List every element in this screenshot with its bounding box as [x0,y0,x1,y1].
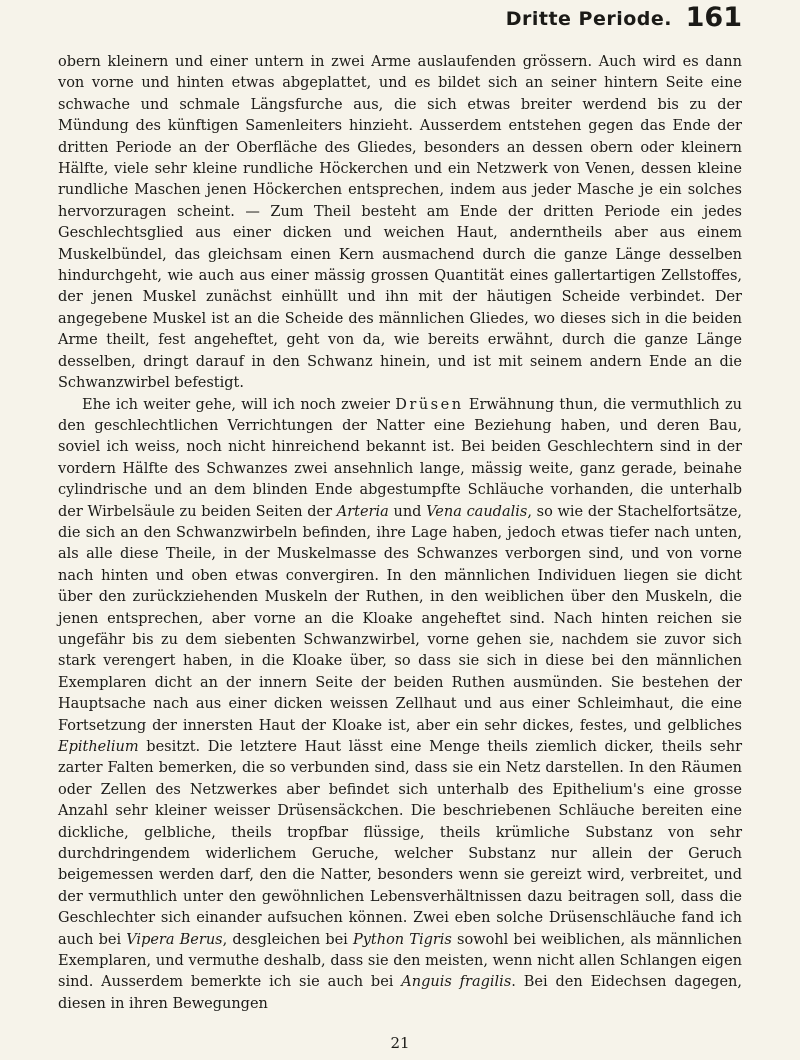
text-run: , so wie der Stachelfortsätze, die sich an den Schwanzwirbeln befinden, ihre Lage haben, jedoch etwas tiefer nach unten, als alle diese Theile, in der Muskelmasse des Schwanzes verborgen sind, und von vorne nach hinten und oben etwas convergiren. In den männlichen Individuen liegen sie dicht über den zurückziehenden Muskeln der Ruthen, in den weiblichen über den Muskeln, die jenen entsprechen, aber vorne an die Kloake angeheftet sind. Nach hinten reichen sie ungefähr bis zu dem siebenten Schwanzwirbel, vorne gehen sie, nachdem sie zuvor sich stark verengert haben, in die Kloake über, so dass sie sich in diese bei den männlichen Exemplaren dicht an der innern Seite der beiden Ruthen ausmünden. Sie bestehen der Hauptsache nach aus einer dicken weissen Zellhaut und aus einer Schleimhaut, die eine Fortsetzung der innersten Haut der Kloake ist, aber ein sehr dickes, festes, und gelbliches [58,503,743,734]
text-run: Erwähnung thun, die vermuthlich zu den geschlechtlichen Verrichtungen der Natter eine Beziehung haben, und deren Bau, soviel ich weiss, noch nicht hinreichend bekannt ist. Bei beiden Geschlechtern sind in der vordern Hälfte des Schwanzes zwei ansehnlich lange, mässig weite, ganz gerade, beinahe cylindrische und an dem blinden Ende abgestumpfte Schläuche vorhanden, die unterhalb der Wirbelsäule zu beiden Seiten der [58,396,742,520]
page-number: 161 [685,2,742,33]
emphasized-term: Drüsen [395,396,464,413]
body-text [58,52,742,1015]
paragraph-1 [58,52,742,395]
latin-term: Epithelium [58,739,139,755]
signature-mark: 21 [390,1034,410,1052]
paragraph-2 [58,395,742,1016]
text-run: Ehe ich weiter gehe, will ich noch zweier [82,396,396,413]
running-head: Dritte Periode. [505,8,672,30]
text-run: . Bei den Eidechsen dagegen, diesen in ihren Bewegungen [58,974,742,1012]
latin-term: Vena caudalis [426,503,528,520]
text-run: obern kleinern und einer untern in zwei Arme auslaufenden grössern. Auch wird es dann von vorne und hinten etwas abgeplattet, und es bildet sich an seiner hintern Seite eine schwache und schmale Längsfurche aus, die sich etwas breiter werdend bis zu der Mündung des künftigen Samenleiters hinzieht. Ausserdem entstehen gegen das Ende der dritten Periode an der Oberfläche des Gliedes, besonders an dessen obern oder kleinern Hälfte, viele sehr kleine rundliche Höckerchen und ein Netzwerk von Venen, dessen kleine rundliche Maschen jenen Höckerchen entsprechen, indem aus jeder Masche je ein solches hervorzuragen scheint. — Zum Theil besteht am Ende der dritten Periode ein jedes Geschlechtsglied aus einer dicken und weichen Haut, anderntheils aber aus einem Muskelbündel, das gleichsam einen Kern ausmachend durch die ganze Länge desselben hindurchgeht, wie auch aus einer mässig grossen Quantität eines gallertartigen Zellstoffes, der jenen Muskel zunächst einhüllt und ihn mit der häutigen Scheide verbindet. Der angegebene Muskel ist an die Scheide des männlichen Gliedes, wo dieses sich in die beiden Arme theilt, fest angeheftet, geht von da, wie bereits erwähnt, durch die ganze Länge desselben, dringt darauf in den Schwanz hinein, und ist mit seinem andern Ende an die Schwanzwirbel befestigt. [58,54,742,392]
text-run: und [388,503,427,520]
text-run: besitzt. Die letztere Haut lässt eine Menge theils ziemlich dicker, theils sehr zarter Falten bemerken, die so verbunden sind, dass sie ein Netz darstellen. In den Räumen oder Zellen des Netzwerkes aber befindet sich unterhalb des Epithelium's eine grosse Anzahl sehr kleiner weisser Drüsensäckchen. Die beschriebenen Schläuche bereiten eine dickliche, gelbliche, theils tropfbar flüssige, theils krümliche Substanz von sehr durchdringendem widerlichem Geruche, welcher Substanz nur allein der Geruch beigemessen werden darf, den die Natter, besonders wenn sie gereizt wird, verbreitet, und der vermuthlich unter den gewöhnlichen Lebensverhältnissen dazu beitragen soll, dass die Geschlechter sich einander aufsuchen können. Zwei eben solche Drüsenschläuche fand ich auch bei [58,739,742,948]
page-header [60,2,742,42]
text-run: sowohl bei weiblichen, als männlichen Exemplaren, und vermuthe deshalb, dass sie den meisten, wenn nicht allen Schlangen eigen sind. Ausserdem bemerkte ich sie auch bei [58,931,742,991]
latin-term: Vipera Berus [126,931,223,948]
latin-term: Arteria [336,503,389,520]
text-run: , desgleichen bei [222,931,353,948]
latin-term: Anguis fragilis [401,974,512,991]
latin-term: Python Tigris [352,931,452,948]
